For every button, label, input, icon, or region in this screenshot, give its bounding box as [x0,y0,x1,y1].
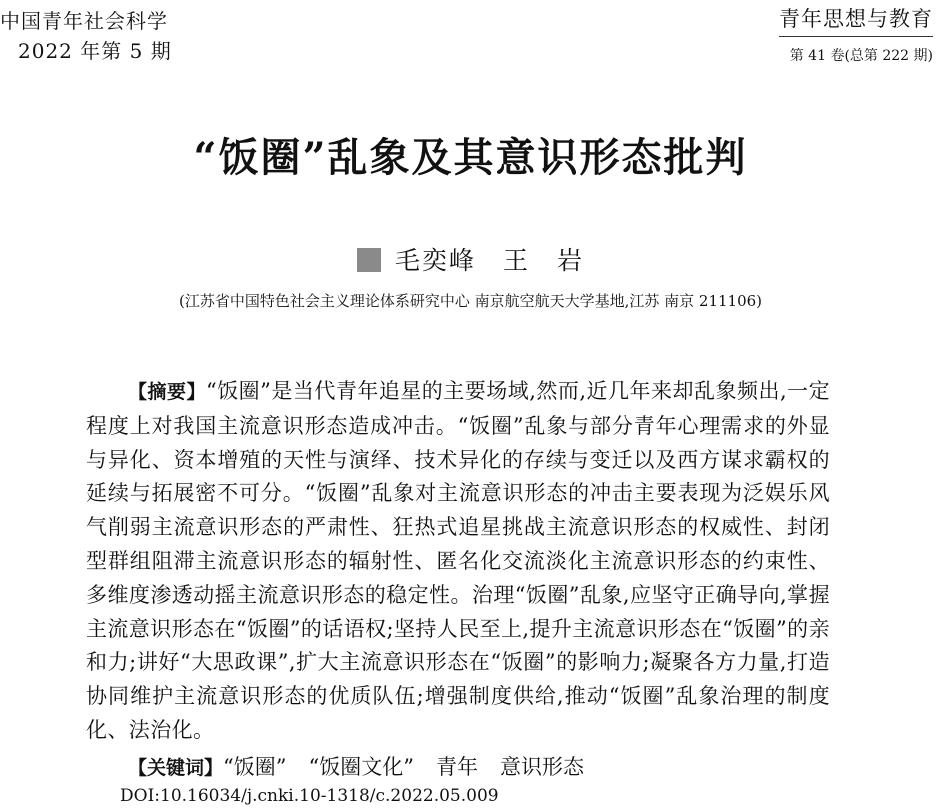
author-names: 毛奕峰 王 岩 [394,246,584,275]
article-title: “饭圈”乱象及其意识形态批判 [193,134,748,181]
keyword: 意识形态 [499,755,584,779]
volume-info: 第 41 卷(总第 222 期) [779,36,933,67]
doi[interactable]: DOI:10.16034/j.cnki.10-1318/c.2022.05.009 [120,786,499,806]
keyword: “饭圈文化” [308,755,414,779]
author-marker-icon [357,248,381,272]
issue-number: 2022 年第 5 期 [18,39,172,63]
abstract [86,375,830,748]
keywords-label: 【关键词】 [128,757,224,779]
journal-name: 中国青年社会科学 [0,9,168,33]
column-header [779,6,933,67]
keyword: “饭圈” [223,755,287,779]
author-line [0,244,941,278]
keywords [128,752,606,783]
author-affiliation: (江苏省中国特色社会主义理论体系研究中心 南京航空航天大学基地,江苏 南京 211106) [178,292,763,310]
journal-header [0,6,172,66]
abstract-label: 【摘要】 [128,381,206,403]
column-name: 青年思想与教育 [779,7,933,31]
keyword: 青年 [435,755,478,779]
abstract-text: “饭圈”是当代青年追星的主要场域,然而,近几年来却乱象频出,一定程度上对我国主流意识形态造成冲击。“饭圈”乱象与部分青年心理需求的外显与异化、资本增殖的天性与演绎、技术异化的存续与变迁以及西方谋求霸权的延续与拓展密不可分。“饭圈”乱象对主流意识形态的冲击主要表现为泛娱乐风气削弱主流意识形态的严肃性、狂热式追星挑战主流意识形态的权威性、封闭型群组阻滞主流意识形态的辐射性、匿名化交流淡化主流意识形态的约束性、多维度渗透动摇主流意识形态的稳定性。治理“饭圈”乱象,应坚守正确导向,掌握主流意识形态在“饭圈”的话语权;坚持人民至上,提升主流意识形态在“饭圈”的亲和力;讲好“大思政课”,扩大主流意识形态在“饭圈”的影响力;凝聚各方力量,打造协同维护主流意识形态的优质队伍;增强制度供给,推动“饭圈”乱象治理的制度化、法治化。 [86,379,831,742]
